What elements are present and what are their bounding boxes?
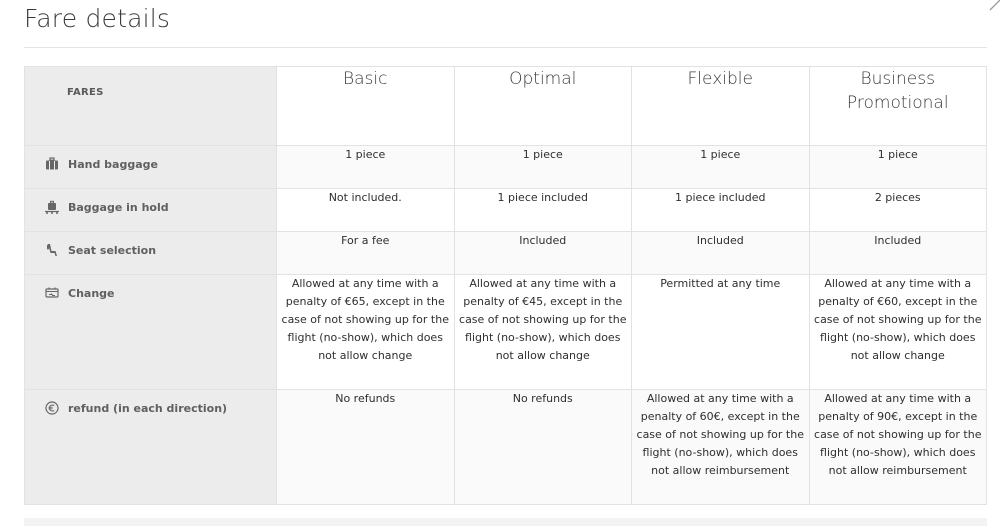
table-row-hand-baggage	[25, 146, 987, 189]
value-cell: 1 piece	[277, 146, 455, 189]
value-cell: For a fee	[277, 232, 455, 275]
change-ticket-icon	[45, 286, 59, 300]
row-label-cell	[25, 275, 277, 390]
value-cell: No refunds	[277, 390, 455, 505]
hold-baggage-icon	[45, 200, 59, 214]
value-cell: 1 piece included	[454, 189, 632, 232]
value-cell: 1 piece included	[632, 189, 810, 232]
table-row-refund	[25, 390, 987, 505]
fare-comparison-table	[24, 66, 987, 505]
fare-name-business-promotional: Business Promotional	[809, 67, 987, 146]
row-label: Seat selection	[68, 244, 157, 257]
value-cell: No refunds	[454, 390, 632, 505]
row-label: Change	[68, 287, 115, 300]
fare-name-optimal: Optimal	[454, 67, 632, 146]
close-icon[interactable]	[986, 0, 1000, 12]
value-cell: Included	[809, 232, 987, 275]
value-cell: Allowed at any time with a penalty of €60, except in the case of not showing up for the flight (no-show), which does not allow change	[809, 275, 987, 390]
value-cell: Permitted at any time	[632, 275, 810, 390]
page-title: Fare details	[24, 4, 171, 33]
table-row-change	[25, 275, 987, 390]
row-label-cell	[25, 189, 277, 232]
row-label: refund (in each direction)	[68, 402, 228, 415]
value-cell: Not included.	[277, 189, 455, 232]
title-divider	[24, 47, 987, 48]
fares-heading: FARES	[67, 87, 104, 98]
value-cell: 1 piece	[454, 146, 632, 189]
table-header-row	[25, 67, 987, 146]
table-row-seat-selection	[25, 232, 987, 275]
bottom-band	[24, 518, 987, 526]
row-label-cell	[25, 232, 277, 275]
refund-euro-icon	[45, 401, 59, 415]
fare-name-flexible: Flexible	[632, 67, 810, 146]
fare-name-basic: Basic	[277, 67, 455, 146]
row-label-cell	[25, 390, 277, 505]
value-cell: 1 piece	[632, 146, 810, 189]
value-cell: Allowed at any time with a penalty of 90€, except in the case of not showing up for the flight (no-show), which does not allow reimbursement	[809, 390, 987, 505]
row-label: Baggage in hold	[68, 201, 169, 214]
value-cell: Included	[632, 232, 810, 275]
row-label: Hand baggage	[68, 158, 158, 171]
value-cell: Allowed at any time with a penalty of €45, except in the case of not showing up for the flight (no-show), which does not allow change	[454, 275, 632, 390]
hand-baggage-icon	[45, 157, 59, 171]
value-cell: Allowed at any time with a penalty of 60€, except in the case of not showing up for the flight (no-show), which does not allow reimbursement	[632, 390, 810, 505]
value-cell: 2 pieces	[809, 189, 987, 232]
value-cell: Included	[454, 232, 632, 275]
row-label-cell	[25, 146, 277, 189]
seat-icon	[45, 243, 59, 257]
value-cell: 1 piece	[809, 146, 987, 189]
table-row-baggage-in-hold	[25, 189, 987, 232]
value-cell: Allowed at any time with a penalty of €65, except in the case of not showing up for the flight (no-show), which does not allow change	[277, 275, 455, 390]
fares-header-cell	[25, 67, 277, 146]
